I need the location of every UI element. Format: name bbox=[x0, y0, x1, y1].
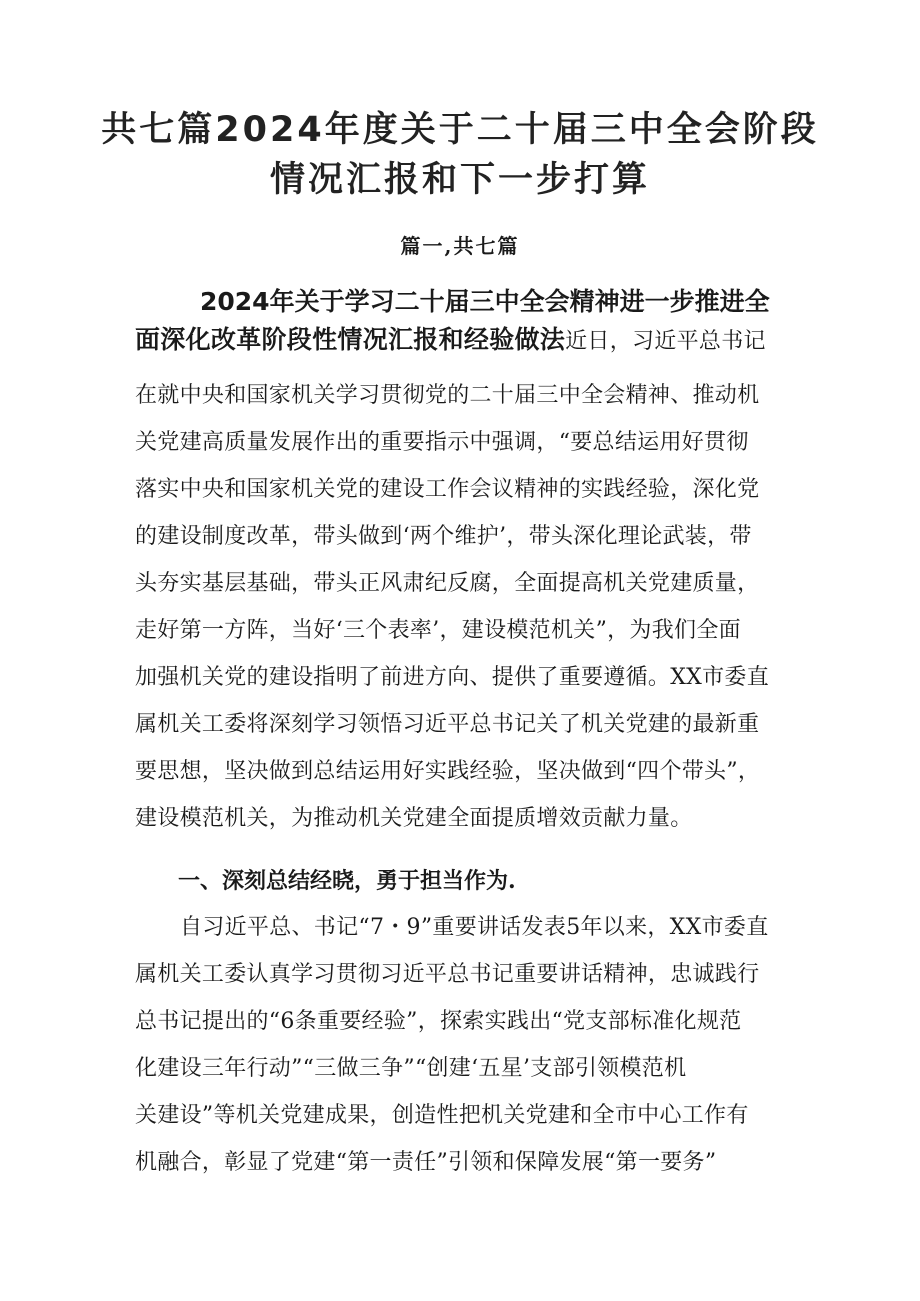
paragraph-line: 走好第一方阵，当好‘三个表率’，建设模范机关”，为我们全面 bbox=[135, 618, 741, 643]
paragraph-line: 属机关工委将深刻学习领悟习近平总书记关了机关党建的最新重 bbox=[135, 712, 760, 737]
paragraph-line: 关建设”等机关党建成果，创造性把机关党建和全市中心工作有 bbox=[135, 1103, 749, 1128]
article-subtitle-line-2 bbox=[135, 325, 795, 357]
section-label: 篇一,共七篇 bbox=[400, 234, 520, 258]
paragraph-line: 建设模范机关，为推动机关党建全面提质增效贡献力量。 bbox=[135, 806, 693, 831]
document-title-line-2: 情况汇报和下一步打算 bbox=[269, 160, 650, 200]
paragraph-line: 自习近平总、书记“7・9”重要讲话发表5年以来，XX市委直 bbox=[180, 915, 769, 940]
paragraph-line: 加强机关党的建设指明了前进方向、提供了重要遵循。XX市委直 bbox=[135, 665, 770, 690]
paragraph-line: 要思想，坚决做到总结运用好实践经验，坚决做到“四个带头”， bbox=[135, 759, 761, 784]
paragraph-line: 在就中央和国家机关学习贯彻党的二十届三中全会精神、推动机 bbox=[135, 383, 760, 408]
paragraph-line: 机融合，彰显了党建“第一责任”引领和保障发展“第一要务” bbox=[135, 1150, 717, 1175]
paragraph-line: 头夯实基层基础，带头正风肃纪反腐，全面提高机关党建质量， bbox=[135, 571, 760, 596]
paragraph-line: 化建设三年行动”“三做三争”“创建‘五星’支部引领模范机 bbox=[135, 1056, 687, 1081]
article-subtitle-line-1: 2024年关于学习二十届三中全会精神进一步推进全 bbox=[200, 287, 770, 316]
article-subtitle-bold: 面深化改革阶段性情况汇报和经验做法 bbox=[135, 325, 566, 354]
paragraph-line: 落实中央和国家机关党的建设工作会议精神的实践经验，深化党 bbox=[135, 477, 760, 502]
paragraph-line: 属机关工委认真学习贯彻习近平总书记重要讲话精神，忠诚践行 bbox=[135, 962, 760, 987]
document-title-line-1: 共七篇2024年度关于二十届三中全会阶段 bbox=[101, 110, 819, 150]
paragraph-line: 总书记提出的“6条重要经验”，探索实践出“党支部标准化规范 bbox=[135, 1009, 742, 1034]
paragraph-line: 的建设制度改革，带头做到‘两个维护’，带头深化理论武装，带 bbox=[135, 524, 752, 549]
section-heading-1: 一、深刻总结经晓，勇于担当作为. bbox=[178, 868, 516, 894]
paragraph-line: 关党建高质量发展作出的重要指示中强调，“要总结运用好贯彻 bbox=[135, 430, 749, 455]
paragraph-opening: 近日，习近平总书记 bbox=[565, 329, 766, 354]
